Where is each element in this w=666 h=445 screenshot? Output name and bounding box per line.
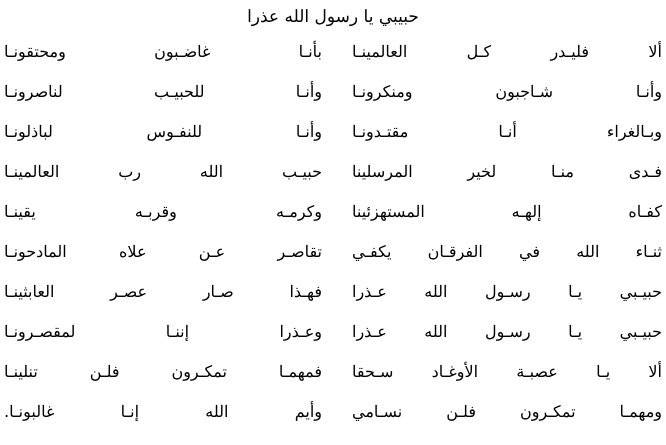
verse-list — [0, 40, 666, 440]
verse-second-hemistich: وعـذرا إننـا لمقصـرونـا — [4, 322, 322, 341]
verse-first-hemistich: ومهمـا تمكـرون فلـن نسـامي — [352, 402, 662, 421]
verse-first-hemistich: ألا فليـدر كـل العالمينـا — [352, 42, 662, 61]
verse-2 — [0, 80, 666, 120]
verse-second-hemistich: وأيم الله إنـا غالبونـا. — [4, 402, 322, 421]
verse-first-hemistich: فـدى منـا لخير المرسلينا — [352, 162, 662, 181]
verse-1 — [0, 40, 666, 80]
verse-first-hemistich: حبيـبي يـا رسـول الله عـذرا — [352, 322, 662, 341]
verse-8 — [0, 320, 666, 360]
verse-second-hemistich: فمهمـا تمكـرون فلـن تنلينـا — [4, 362, 322, 381]
verse-second-hemistich: وكرمـه وقربـه يقينـا — [4, 202, 322, 221]
verse-first-hemistich: وأنـا شـاجبون ومنكرونـا — [352, 82, 662, 101]
verse-second-hemistich: بأنـا غاضـبون ومحتقونـا — [4, 42, 322, 61]
verse-6 — [0, 240, 666, 280]
verse-second-hemistich: وأنـا للحبيـب لناصرونـا — [4, 82, 322, 101]
verse-second-hemistich: فهـذا صـار عصـر العابثينـا — [4, 282, 322, 301]
verse-7 — [0, 280, 666, 320]
verse-first-hemistich: وبـالغراء أنـا مقتـدونـا — [352, 122, 662, 141]
verse-first-hemistich: كفـاه إلهـه المستهزئينا — [352, 202, 662, 221]
verse-9 — [0, 360, 666, 400]
verse-3 — [0, 120, 666, 160]
verse-second-hemistich: حبيـب الله رب العالمينـا — [4, 162, 322, 181]
verse-4 — [0, 160, 666, 200]
verse-10 — [0, 400, 666, 440]
verse-5 — [0, 200, 666, 240]
verse-first-hemistich: ألا يـا عصبـة الأوغـاد سـحقا — [352, 362, 662, 381]
poem-title: حبيبي يا رسول الله عذرا — [247, 7, 419, 27]
verse-second-hemistich: تقاصـر عـن علاه المادحونـا — [4, 242, 322, 261]
verse-first-hemistich: ثنـاء الله في الفرقـان يكفـي — [352, 242, 662, 261]
verse-first-hemistich: حبيـبي يـا رسـول الله عـذرا — [352, 282, 662, 301]
verse-second-hemistich: وأنـا للنفـوس لباذلونـا — [4, 122, 322, 141]
